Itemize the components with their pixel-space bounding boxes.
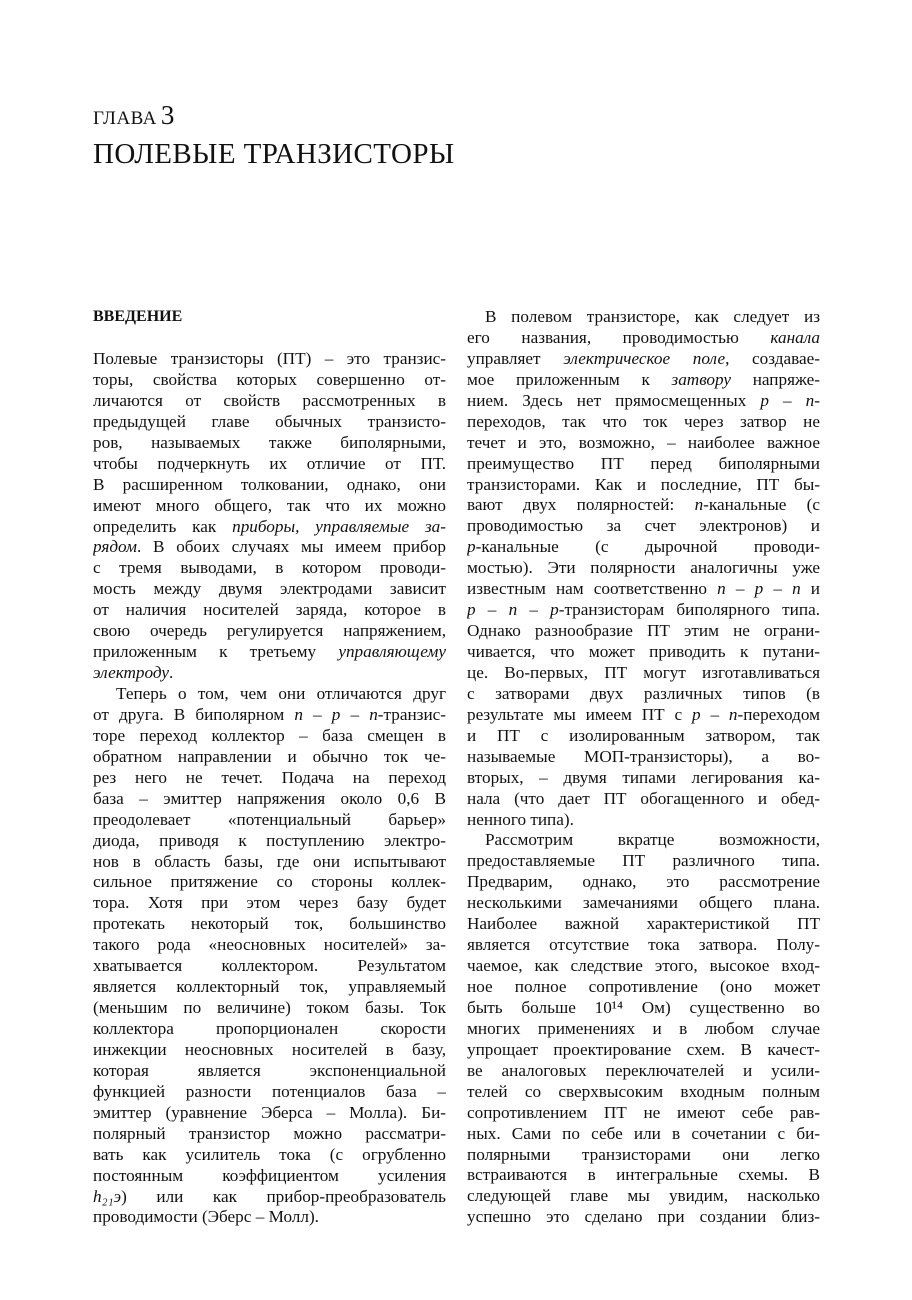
- text-line: нием. Здесь нет прямосмещенных p – n-: [467, 390, 820, 410]
- text-line: диода, приводя к поступлению электро-: [93, 830, 446, 850]
- text-line: протекать некоторый ток, большинство: [93, 914, 446, 934]
- text-line: торе переход коллектор – база смещен в: [93, 725, 446, 745]
- text-line: определить как приборы, управляемые за-: [93, 516, 446, 536]
- text-line: которая является экспоненциальной: [93, 1060, 446, 1080]
- text-line: В полевом транзисторе, как следует из: [485, 307, 820, 326]
- text-line: p – n – p-транзисторам биполярного типа.: [467, 600, 820, 620]
- text-line: преимущество ПТ перед биполярными: [467, 453, 820, 473]
- text-line: предыдущей главе обычных транзисто-: [93, 411, 446, 431]
- text-line: постоянным коэффициентом усиления: [93, 1165, 446, 1185]
- text-line: ров, называемых также биполярными,: [93, 432, 446, 452]
- text-line: проводимости (Эберс – Молл).: [93, 1207, 319, 1227]
- text-line: быть больше 10¹⁴ Ом) существенно во: [467, 997, 820, 1017]
- text-line: сопротивлением ПТ не имеют себе рав-: [467, 1102, 820, 1122]
- text-line: результате мы имеем ПТ с p – n-переходом: [467, 704, 820, 724]
- right-column-text: [467, 307, 820, 1228]
- text-line: ное полное сопротивление (оно может: [467, 977, 820, 996]
- text-line: (меньшим по величине) током базы. Ток: [93, 998, 446, 1018]
- text-line: рез него не течет. Подача на переход: [93, 767, 446, 787]
- text-line: и ПТ с изолированным затвором, так: [467, 725, 820, 745]
- text-line: Наиболее важной характеристикой ПТ: [467, 914, 820, 934]
- text-line: база – эмиттер напряжения около 0,6 В: [93, 788, 446, 808]
- text-line: свою очередь регулируется напряжением,: [93, 621, 446, 641]
- text-line: вать как усилитель тока (с огрубленно: [93, 1144, 446, 1164]
- text-line: от наличия носителей заряда, которое в: [93, 600, 446, 620]
- text-line: телей со сверхвысоким входным полным: [467, 1081, 820, 1101]
- right-column: [467, 307, 820, 1228]
- text-line: нов в область базы, где они испытывают: [93, 851, 446, 871]
- text-line: эмиттер (уравнение Эберса – Молла). Би-: [93, 1102, 446, 1122]
- text-line: управляет электрическое поле, создавае-: [467, 348, 820, 368]
- text-line: проводимостью за счет электронов) и: [467, 516, 820, 536]
- text-line: переходов, так что ток через затвор не: [467, 411, 820, 431]
- text-line: ненного типа).: [467, 809, 574, 829]
- text-line: h₂₁э) или как прибор-преобразователь: [93, 1186, 446, 1206]
- text-line: мостью). Эти полярности аналогичны уже: [467, 558, 820, 578]
- text-line: течет и это, возможно, – наиболее важное: [467, 432, 820, 452]
- chapter-label-text: ГЛАВА: [93, 108, 157, 129]
- text-line: такого рода «неосновных носителей» за-: [93, 935, 446, 955]
- text-line: инжекции неосновных носителей в базу,: [93, 1039, 446, 1059]
- text-line: рядом. В обоих случаях мы имеем прибор: [93, 537, 446, 557]
- text-line: коллектора пропорционален скорости: [93, 1019, 446, 1038]
- text-line: предоставляемые ПТ различного типа.: [467, 851, 820, 871]
- text-line: электроду.: [93, 663, 174, 683]
- text-line: многих применениях и в любом случае: [467, 1018, 820, 1038]
- text-line: с тремя выводами, в котором проводи-: [93, 558, 446, 578]
- text-line: функцией разности потенциалов база –: [93, 1081, 446, 1101]
- text-line: Полевые транзисторы (ПТ) – это транзис-: [93, 349, 446, 368]
- text-line: его названия, проводимостью канала: [467, 327, 820, 347]
- text-line: вают двух полярностей: n-канальные (с: [467, 495, 820, 515]
- text-line: известным нам соответственно n – p – n и: [467, 579, 820, 599]
- text-line: является отсутствие тока затвора. Полу-: [467, 935, 820, 955]
- text-line: обратном направлении и обычно ток че-: [93, 746, 446, 766]
- text-line: хватывается коллектором. Результатом: [93, 956, 446, 976]
- text-line: тора. Хотя при этом через базу будет: [93, 893, 446, 913]
- text-line: Теперь о том, чем они отличаются друг: [116, 684, 446, 703]
- text-line: полярный транзистор можно рассматри-: [93, 1123, 446, 1143]
- text-line: успешно это сделано при создании близ-: [467, 1207, 820, 1227]
- text-line: от друга. В биполярном n – p – n-транзис-: [93, 704, 446, 724]
- text-line: имеют много общего, так что их можно: [93, 495, 446, 515]
- text-line: приложенным к третьему управляющему: [93, 642, 446, 662]
- text-line: транзисторами. Как и последние, ПТ бы-: [467, 474, 820, 494]
- text-line: ных. Сами по себе или в сочетании с би-: [467, 1123, 820, 1143]
- text-line: личаются от свойств рассмотренных в: [93, 390, 446, 410]
- text-line: называемые МОП-транзисторы), а во-: [467, 746, 820, 766]
- left-column: [93, 307, 446, 1228]
- text-line: Однако разнообразие ПТ этим не ограни-: [467, 621, 820, 641]
- text-line: следующей главе мы увидим, насколько: [467, 1186, 820, 1206]
- text-line: полярными транзисторами они легко: [467, 1144, 820, 1164]
- text-line: преодолевает «потенциальный барьер»: [93, 809, 446, 829]
- text-line: чаемое, как следствие этого, высокое вход-: [467, 956, 820, 976]
- text-line: несколькими замечаниями общего плана.: [467, 893, 820, 913]
- text-line: торы, свойства которых совершенно от-: [93, 369, 446, 389]
- text-line: с затворами двух различных типов (в: [467, 683, 820, 703]
- text-line: вторых, – двумя типами легирования ка-: [467, 767, 820, 787]
- text-line: це. Во-первых, ПТ могут изготавливаться: [467, 662, 820, 682]
- text-line: Предварим, однако, это рассмотрение: [467, 872, 820, 892]
- text-line: мое приложенным к затвору напряже-: [467, 369, 820, 389]
- text-line: является коллекторный ток, управляемый: [93, 977, 446, 997]
- chapter-number: 3: [160, 100, 175, 130]
- text-line: сильное притяжение со стороны коллек-: [93, 872, 446, 892]
- text-line: В расширенном толковании, однако, они: [93, 474, 446, 494]
- left-column-text: [93, 349, 446, 1228]
- text-line: упрощает проектирование схем. В качест-: [467, 1039, 820, 1059]
- text-line: чивается, что может приводить к путани-: [467, 642, 820, 661]
- text-line: Рассмотрим вкратце возможности,: [485, 830, 820, 850]
- chapter-label: [93, 100, 175, 131]
- text-line: ве аналоговых переключателей и усили-: [467, 1060, 820, 1080]
- text-line: встраиваются в интегральные схемы. В: [467, 1165, 820, 1185]
- section-heading: ВВЕДЕНИЕ: [93, 308, 183, 325]
- text-line: нала (что дает ПТ обогащенного и обед-: [467, 788, 820, 808]
- text-line: чтобы подчеркнуть их отличие от ПТ.: [93, 453, 446, 473]
- chapter-title: ПОЛЕВЫЕ ТРАНЗИСТОРЫ: [93, 138, 455, 170]
- text-line: p-канальные (с дырочной проводи-: [467, 537, 820, 557]
- text-line: мость между двумя электродами зависит: [93, 579, 446, 599]
